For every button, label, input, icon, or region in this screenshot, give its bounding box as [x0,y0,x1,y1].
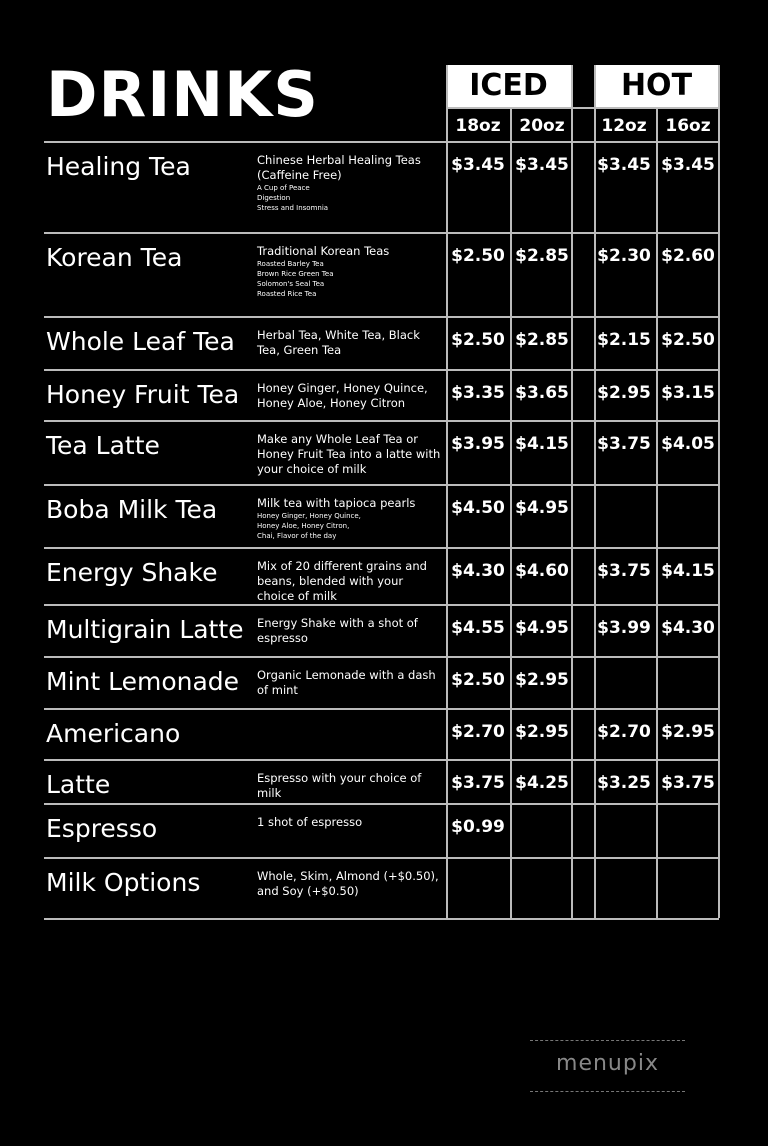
item-description [257,153,443,213]
hot-size-large: 16oz [665,116,711,136]
item-description-text: Honey Ginger, Honey Quince, Honey Aloe, Honey Citron [257,381,428,410]
item-name: Americano [46,719,181,748]
price-cell: $2.85 [515,330,569,350]
item-description-text: Chinese Herbal Healing Teas (Caffeine Free) [257,153,421,182]
item-description-text: 1 shot of espresso [257,815,363,829]
price-cell: $3.15 [661,383,715,403]
price-cell: $3.45 [451,155,505,175]
item-description [257,381,443,411]
row-divider [44,857,719,859]
item-description-text: Traditional Korean Teas [257,244,390,258]
item-sub-option: Stress and Insomnia [257,204,329,212]
item-sub-option: Chai, Flavor of the day [257,532,337,540]
price-cell: $2.50 [451,670,505,690]
price-cell: $4.50 [451,498,505,518]
item-sub-option: Digestion [257,194,291,202]
price-cell: $2.50 [661,330,715,350]
item-description-text: Make any Whole Leaf Tea or Honey Fruit Tea into a latte with your choice of milk [257,432,441,476]
price-cell: $4.15 [515,434,569,454]
row-divider [44,708,719,710]
menu-title: DRINKS [46,58,319,131]
price-cell: $3.45 [515,155,569,175]
price-cell: $4.25 [515,773,569,793]
item-sub-option: A Cup of Peace [257,184,310,192]
item-description-text: Whole, Skim, Almond (+$0.50), and Soy (+$0.50) [257,869,439,898]
row-divider [44,232,719,234]
item-name: Espresso [46,814,158,843]
price-cell: $2.60 [661,246,715,266]
row-divider [44,484,719,486]
item-description [257,328,443,358]
price-cell: $3.99 [597,618,651,638]
item-name: Honey Fruit Tea [46,380,240,409]
row-divider [44,420,719,422]
column-divider [656,108,658,918]
price-cell: $2.95 [515,670,569,690]
item-name: Multigrain Latte [46,615,244,644]
item-description [257,559,443,604]
item-description-text: Milk tea with tapioca pearls [257,496,416,510]
iced-size-large: 20oz [519,116,565,136]
iced-header: ICED [446,65,571,107]
price-cell: $3.75 [661,773,715,793]
row-divider [44,316,719,318]
price-cell: $2.50 [451,246,505,266]
price-cell: $4.95 [515,618,569,638]
watermark-logo: menupix [530,1040,685,1092]
item-name: Korean Tea [46,243,183,272]
item-description-text: Espresso with your choice of milk [257,771,422,800]
price-cell: $4.15 [661,561,715,581]
price-cell: $2.15 [597,330,651,350]
row-divider [44,759,719,761]
price-cell: $3.75 [597,434,651,454]
row-divider [44,369,719,371]
item-description-text: Energy Shake with a shot of espresso [257,616,418,645]
item-sub-option: Honey Ginger, Honey Quince, [257,512,361,520]
price-cell: $2.95 [661,722,715,742]
item-sub-option: Roasted Rice Tea [257,290,317,298]
item-description [257,616,443,646]
row-divider [44,918,719,920]
price-cell: $3.95 [451,434,505,454]
row-divider [44,656,719,658]
item-description [257,668,443,698]
item-description-text: Mix of 20 different grains and beans, blended with your choice of milk [257,559,427,603]
item-sub-option: Brown Rice Green Tea [257,270,334,278]
iced-size-small: 18oz [455,116,501,136]
item-description [257,244,443,299]
price-cell: $3.65 [515,383,569,403]
price-cell: $4.55 [451,618,505,638]
item-description [257,815,443,830]
price-cell: $3.35 [451,383,505,403]
item-name: Whole Leaf Tea [46,327,235,356]
price-cell: $2.70 [597,722,651,742]
row-divider [44,141,719,143]
item-name: Mint Lemonade [46,667,240,696]
item-name: Milk Options [46,868,201,897]
item-sub-option: Roasted Barley Tea [257,260,324,268]
price-cell: $3.75 [597,561,651,581]
price-cell: $3.45 [661,155,715,175]
price-cell: $2.30 [597,246,651,266]
item-name: Healing Tea [46,152,191,181]
item-description [257,771,443,801]
price-cell: $2.70 [451,722,505,742]
price-cell: $4.95 [515,498,569,518]
price-cell: $4.30 [661,618,715,638]
item-description [257,869,443,899]
item-sub-option: Honey Aloe, Honey Citron, [257,522,350,530]
price-cell: $3.75 [451,773,505,793]
price-cell: $4.60 [515,561,569,581]
hot-size-small: 12oz [601,116,647,136]
row-divider [44,803,719,805]
item-name: Boba Milk Tea [46,495,218,524]
item-description-text: Herbal Tea, White Tea, Black Tea, Green Tea [257,328,420,357]
item-name: Latte [46,770,111,799]
price-cell: $2.50 [451,330,505,350]
price-cell: $2.85 [515,246,569,266]
price-cell: $3.45 [597,155,651,175]
row-divider [44,547,719,549]
item-description [257,432,443,477]
item-name: Energy Shake [46,558,218,587]
price-cell: $0.99 [451,817,505,837]
header-divider [446,107,719,109]
price-cell: $2.95 [515,722,569,742]
item-sub-option: Solomon's Seal Tea [257,280,325,288]
price-cell: $4.05 [661,434,715,454]
price-cell: $4.30 [451,561,505,581]
price-cell: $3.25 [597,773,651,793]
hot-header: HOT [594,65,719,107]
price-cell: $2.95 [597,383,651,403]
item-name: Tea Latte [46,431,160,460]
item-description-text: Organic Lemonade with a dash of mint [257,668,436,697]
row-divider [44,604,719,606]
item-description [257,496,443,541]
